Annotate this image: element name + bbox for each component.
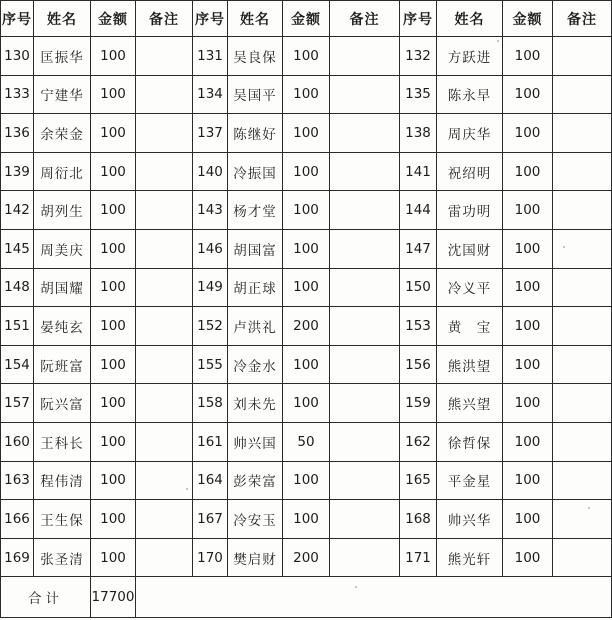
note-cell [553,500,612,539]
name-cell: 帅兴国 [228,422,283,461]
note-cell [330,500,400,539]
name-cell: 刘未先 [228,384,283,423]
name-cell: 雷功明 [437,191,503,230]
note-cell [553,191,612,230]
note-cell [553,114,612,153]
name-cell: 樊启财 [228,538,283,577]
table-row [1,384,612,423]
amount-cell: 200 [283,307,330,346]
note-cell [136,461,193,500]
amount-cell: 100 [283,345,330,384]
name-cell: 熊兴望 [437,384,503,423]
serial-number-cell: 164 [193,461,228,500]
name-cell: 吴国平 [228,75,283,114]
total-label: 合计 [1,577,91,618]
amount-cell: 100 [283,75,330,114]
scan-speck [186,488,188,490]
name-cell: 熊光轩 [437,538,503,577]
serial-number-cell: 161 [193,422,228,461]
name-cell: 彭荣富 [228,461,283,500]
note-cell [330,152,400,191]
total-amount: 17700 [91,577,136,618]
name-cell: 王科长 [34,422,91,461]
header-cell: 备注 [553,1,612,37]
note-cell [330,345,400,384]
amount-cell: 100 [91,500,136,539]
amount-cell: 100 [91,268,136,307]
name-cell: 胡列生 [34,191,91,230]
name-cell: 胡国耀 [34,268,91,307]
serial-number-cell: 142 [1,191,34,230]
amount-cell: 100 [503,307,553,346]
note-cell [136,345,193,384]
note-cell [136,307,193,346]
note-cell [136,114,193,153]
note-cell [330,191,400,230]
amount-cell: 100 [503,422,553,461]
amount-cell: 200 [283,538,330,577]
note-cell [330,461,400,500]
name-cell: 祝绍明 [437,152,503,191]
amount-cell: 100 [503,191,553,230]
table-row [1,75,612,114]
table-row [1,538,612,577]
amount-cell: 100 [283,268,330,307]
amount-cell: 100 [503,461,553,500]
serial-number-cell: 163 [1,461,34,500]
serial-number-cell: 159 [400,384,437,423]
note-cell [553,345,612,384]
serial-number-cell: 154 [1,345,34,384]
name-cell: 冷安玉 [228,500,283,539]
note-cell [553,75,612,114]
serial-number-cell: 165 [400,461,437,500]
serial-number-cell: 130 [1,37,34,76]
roster-body [1,37,612,577]
serial-number-cell: 149 [193,268,228,307]
note-cell [553,538,612,577]
serial-number-cell: 157 [1,384,34,423]
name-cell: 阮班富 [34,345,91,384]
serial-number-cell: 156 [400,345,437,384]
name-cell: 帅兴华 [437,500,503,539]
note-cell [553,37,612,76]
serial-number-cell: 134 [193,75,228,114]
amount-cell: 100 [503,500,553,539]
name-cell: 方跃进 [437,37,503,76]
name-cell: 周美庆 [34,229,91,268]
amount-cell: 100 [91,229,136,268]
amount-cell: 100 [503,229,553,268]
amount-cell: 50 [283,422,330,461]
amount-cell: 100 [91,191,136,230]
serial-number-cell: 162 [400,422,437,461]
note-cell [330,384,400,423]
note-cell [330,422,400,461]
amount-cell: 100 [91,307,136,346]
amount-cell: 100 [91,345,136,384]
name-cell: 沈国财 [437,229,503,268]
serial-number-cell: 151 [1,307,34,346]
name-cell: 平金星 [437,461,503,500]
note-cell [136,37,193,76]
serial-number-cell: 135 [400,75,437,114]
serial-number-cell: 169 [1,538,34,577]
name-cell: 胡正球 [228,268,283,307]
note-cell [136,191,193,230]
header-cell: 姓名 [228,1,283,37]
amount-cell: 100 [503,384,553,423]
name-cell: 胡国富 [228,229,283,268]
serial-number-cell: 145 [1,229,34,268]
note-cell [136,75,193,114]
name-cell: 杨才堂 [228,191,283,230]
amount-cell: 100 [91,152,136,191]
name-cell: 程伟清 [34,461,91,500]
name-cell: 匡振华 [34,37,91,76]
amount-cell: 100 [503,37,553,76]
note-cell [330,114,400,153]
serial-number-cell: 166 [1,500,34,539]
serial-number-cell: 170 [193,538,228,577]
table-row [1,268,612,307]
serial-number-cell: 131 [193,37,228,76]
note-cell [136,268,193,307]
name-cell: 陈永早 [437,75,503,114]
serial-number-cell: 139 [1,152,34,191]
amount-cell: 100 [283,229,330,268]
name-cell: 冷振国 [228,152,283,191]
total-row [1,577,612,618]
name-cell: 卢洪礼 [228,307,283,346]
serial-number-cell: 152 [193,307,228,346]
note-cell [553,229,612,268]
table-row [1,422,612,461]
table-row [1,191,612,230]
serial-number-cell: 136 [1,114,34,153]
note-cell [136,422,193,461]
header-cell: 姓名 [34,1,91,37]
serial-number-cell: 144 [400,191,437,230]
scan-speck [563,246,565,248]
amount-cell: 100 [283,152,330,191]
name-cell: 冷金水 [228,345,283,384]
note-cell [330,538,400,577]
name-cell: 徐哲保 [437,422,503,461]
note-cell [553,152,612,191]
amount-cell: 100 [283,384,330,423]
name-cell: 黄 宝 [437,307,503,346]
header-row [1,1,612,37]
amount-cell: 100 [91,384,136,423]
serial-number-cell: 137 [193,114,228,153]
name-cell: 张圣清 [34,538,91,577]
header-cell: 备注 [136,1,193,37]
name-cell: 周衍北 [34,152,91,191]
note-cell [330,307,400,346]
serial-number-cell: 140 [193,152,228,191]
note-cell [330,75,400,114]
serial-number-cell: 146 [193,229,228,268]
serial-number-cell: 133 [1,75,34,114]
header-cell: 序号 [193,1,228,37]
amount-cell: 100 [283,500,330,539]
serial-number-cell: 171 [400,538,437,577]
note-cell [553,422,612,461]
table-row [1,500,612,539]
table-row [1,152,612,191]
name-cell: 陈继好 [228,114,283,153]
amount-cell: 100 [503,152,553,191]
note-cell [553,461,612,500]
serial-number-cell: 138 [400,114,437,153]
note-cell [330,268,400,307]
serial-number-cell: 160 [1,422,34,461]
serial-number-cell: 150 [400,268,437,307]
table-row [1,114,612,153]
name-cell: 晏纯玄 [34,307,91,346]
name-cell: 王生保 [34,500,91,539]
table-row [1,345,612,384]
note-cell [136,152,193,191]
serial-number-cell: 132 [400,37,437,76]
name-cell: 熊洪望 [437,345,503,384]
amount-cell: 100 [91,114,136,153]
serial-number-cell: 167 [193,500,228,539]
amount-cell: 100 [91,422,136,461]
amount-cell: 100 [503,538,553,577]
note-cell [136,500,193,539]
note-cell [136,538,193,577]
amount-cell: 100 [91,37,136,76]
name-cell: 冷义平 [437,268,503,307]
note-cell [330,37,400,76]
amount-cell: 100 [91,461,136,500]
total-remainder [136,577,612,618]
header-cell: 序号 [400,1,437,37]
scan-speck [497,40,499,42]
serial-number-cell: 153 [400,307,437,346]
header-cell: 姓名 [437,1,503,37]
name-cell: 阮兴富 [34,384,91,423]
note-cell [553,384,612,423]
name-cell: 宁建华 [34,75,91,114]
name-cell: 周庆华 [437,114,503,153]
note-cell [553,268,612,307]
header-cell: 备注 [330,1,400,37]
serial-number-cell: 148 [1,268,34,307]
header-cell: 金额 [283,1,330,37]
note-cell [330,229,400,268]
amount-cell: 100 [283,114,330,153]
table-row [1,37,612,76]
serial-number-cell: 168 [400,500,437,539]
note-cell [136,384,193,423]
amount-cell: 100 [283,37,330,76]
serial-number-cell: 158 [193,384,228,423]
amount-cell: 100 [91,538,136,577]
amount-cell: 100 [503,268,553,307]
amount-cell: 100 [503,345,553,384]
amount-cell: 100 [283,461,330,500]
scan-speck [588,507,590,509]
table-row [1,229,612,268]
table-row [1,307,612,346]
note-cell [136,229,193,268]
name-cell: 余荣金 [34,114,91,153]
serial-number-cell: 141 [400,152,437,191]
scan-speck [355,586,357,588]
amount-cell: 100 [283,191,330,230]
amount-cell: 100 [91,75,136,114]
table-row [1,461,612,500]
serial-number-cell: 155 [193,345,228,384]
serial-number-cell: 143 [193,191,228,230]
serial-number-cell: 147 [400,229,437,268]
name-cell: 吴良保 [228,37,283,76]
header-cell: 金额 [503,1,553,37]
amount-cell: 100 [503,114,553,153]
header-cell: 序号 [1,1,34,37]
note-cell [553,307,612,346]
header-cell: 金额 [91,1,136,37]
amount-cell: 100 [503,75,553,114]
